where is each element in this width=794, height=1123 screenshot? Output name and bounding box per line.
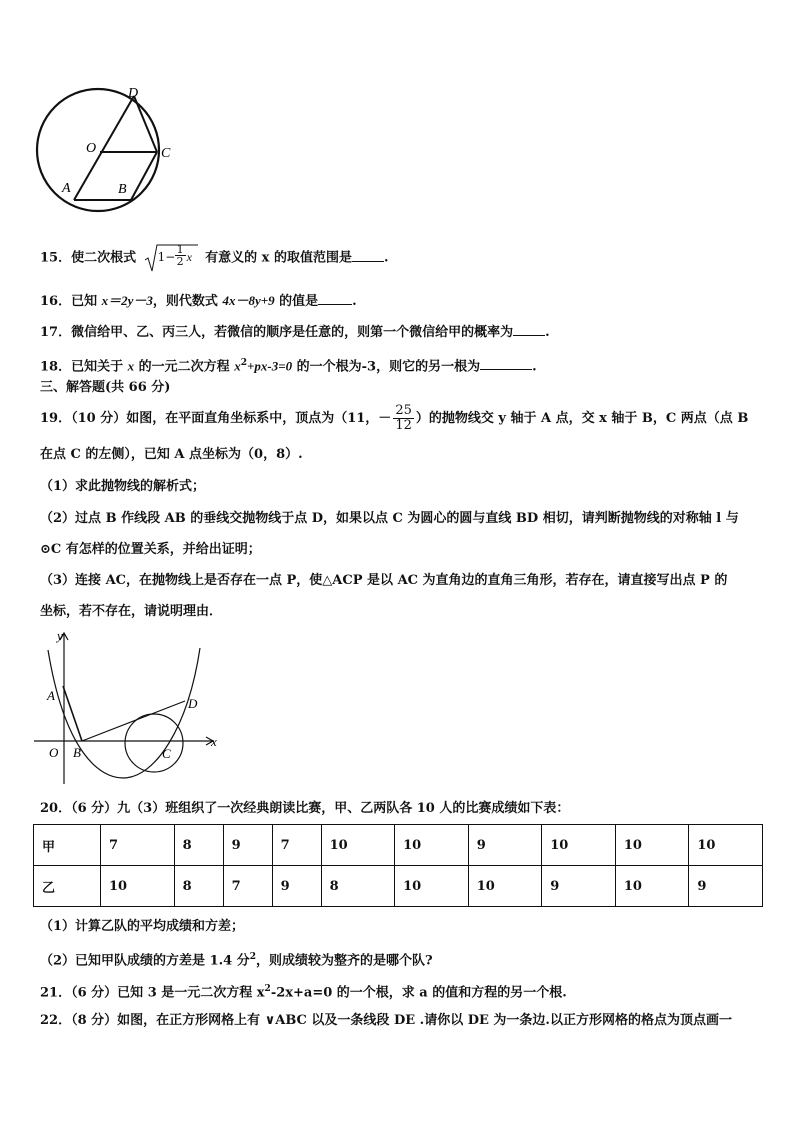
q16-prefix: 16．已知 <box>40 294 102 309</box>
question-19-line2: 在点 C 的左侧），已知 A 点坐标为（0，8）. <box>40 447 303 462</box>
q18-prefix: 18．已知关于 <box>40 359 128 375</box>
parabola-figure <box>30 628 230 788</box>
label-b: B <box>73 745 81 760</box>
sqrt-var: x <box>186 250 192 264</box>
question-19-line1 <box>40 404 748 432</box>
label-o: O <box>49 745 59 760</box>
answer-blank <box>352 248 384 262</box>
table-cell: 8 <box>174 866 223 907</box>
q15-prefix: 15．使二次根式 <box>40 250 137 266</box>
table-cell: 10 <box>321 825 395 866</box>
table-cell: 10 <box>689 825 763 866</box>
label-a: A <box>62 181 71 196</box>
table-cell: 10 <box>395 825 469 866</box>
sqrt-expression <box>143 243 199 273</box>
table-cell: 7 <box>272 825 321 866</box>
label-d: D <box>188 696 198 711</box>
table-cell: 10 <box>395 866 469 907</box>
table-cell: 9 <box>542 866 616 907</box>
sqrt-frac-den: 2 <box>176 255 184 268</box>
question-19-sub2b: ⊙C 有怎样的位置关系，并给出证明； <box>40 542 261 557</box>
question-22: 22．（8 分）如图，在正方形网格上有 ∨ABC 以及一条线段 DE .请你以 DE 为一条边.以正方形网格的格点为顶点画一 <box>40 1013 732 1028</box>
score-table <box>33 824 763 907</box>
label-c: C <box>161 146 171 161</box>
label-b: B <box>118 182 127 197</box>
q20-sub2-sup: 2 <box>249 952 256 962</box>
q18-eq-a: x <box>234 358 241 374</box>
question-16 <box>40 291 357 311</box>
question-19-sub1: （1）求此抛物线的解析式； <box>40 479 206 494</box>
q17-text: 17．微信给甲、乙、丙三人，若微信的顺序是任意的，则第一个微信给甲的概率为 <box>40 325 514 340</box>
sqrt-one: 1 <box>157 250 166 264</box>
question-17 <box>40 322 550 342</box>
label-d: D <box>128 86 139 101</box>
section-heading: 三、解答题(共 66 分) <box>40 380 171 395</box>
q15-suffix: 有意义的 x 的取值范围是 <box>205 250 352 266</box>
table-cell: 10 <box>615 825 689 866</box>
q19-line1-a: 19．（10 分）如图，在平面直角坐标系中，顶点为（11，－ <box>40 411 392 426</box>
question-15 <box>40 243 389 273</box>
q18-mid: 的一元二次方程 <box>134 359 235 375</box>
question-20: 20．（6 分）九（3）班组织了一次经典朗读比赛，甲、乙两队各 10 人的比赛成绩如下表： <box>40 801 570 816</box>
table-cell: 甲 <box>34 825 101 866</box>
table-cell: 7 <box>223 866 272 907</box>
question-19-sub2a: （2）过点 B 作线段 AB 的垂线交抛物线于点 D，如果以点 C 为圆心的圆与直线 BD 相切，请判断抛物线的对称轴 l 与 <box>40 511 739 526</box>
question-19-sub3a: （3）连接 AC，在抛物线上是否存在一点 P，使△ACP 是以 AC 为直角边的直角三角形，若存在，请直接写出点 P 的 <box>40 573 728 588</box>
q15-end: . <box>383 250 389 266</box>
table-cell: 8 <box>321 866 395 907</box>
question-19-sub3b: 坐标，若不存在，请说明理由． <box>40 604 223 619</box>
table-cell: 7 <box>101 825 175 866</box>
table-cell: 乙 <box>34 866 101 907</box>
answer-blank <box>318 291 352 305</box>
table-cell: 10 <box>101 866 175 907</box>
table-row <box>34 866 763 907</box>
q16-expression: 4x－8y+9 <box>222 293 275 308</box>
q19-frac-den: 12 <box>395 418 412 433</box>
q20-sub2-b: ，则成绩较为整齐的是哪个队? <box>255 953 433 969</box>
q21-text-a: 21．（6 分）已知 3 是一元二次方程 x <box>40 985 265 1001</box>
q18-eq-b: +px-3=0 <box>246 358 293 374</box>
table-row <box>34 825 763 866</box>
question-21 <box>40 980 567 1002</box>
answer-blank <box>513 322 545 336</box>
table-cell: 9 <box>223 825 272 866</box>
table-cell: 10 <box>542 825 616 866</box>
label-c: C <box>162 746 171 761</box>
table-cell: 10 <box>468 866 542 907</box>
label-a: A <box>47 688 55 703</box>
q18-var: x <box>127 358 135 374</box>
sqrt-minus: − <box>165 250 176 264</box>
label-y: y <box>57 628 63 643</box>
q16-end: . <box>352 294 357 309</box>
label-x: x <box>211 734 217 749</box>
segment-a-b <box>63 686 82 741</box>
q16-equation: x＝2y－3 <box>101 293 153 308</box>
table-cell: 10 <box>615 866 689 907</box>
answer-blank <box>480 356 532 370</box>
sqrt-frac-num: 1 <box>176 243 184 256</box>
question-18 <box>40 354 537 376</box>
q18-end: . <box>532 359 537 375</box>
q20-sub2-a: （2）已知甲队成绩的方差是 1.4 分 <box>40 953 250 969</box>
q19-line1-b: ）的抛物线交 y 轴于 A 点，交 x 轴于 B，C 两点（点 B <box>415 411 749 426</box>
circle-figure <box>30 80 190 215</box>
q18-suffix: 的一个根为-3，则它的另一根为 <box>292 359 481 375</box>
parabola-curve <box>48 648 200 778</box>
label-o: O <box>86 141 97 156</box>
q17-end: . <box>545 325 550 340</box>
segment-b-d <box>82 701 185 741</box>
q21-text-b: -2x+a=0 的一个根，求 a 的值和方程的另一个根. <box>270 985 567 1001</box>
q16-suffix: 的值是 <box>274 294 319 309</box>
q21-sup: 2 <box>264 984 271 994</box>
q18-sup: 2 <box>240 358 247 368</box>
question-20-sub2 <box>40 948 433 970</box>
question-20-sub1: （1）计算乙队的平均成绩和方差； <box>40 919 245 934</box>
q19-frac-num: 25 <box>395 403 412 418</box>
q16-mid: ，则代数式 <box>152 294 223 309</box>
table-cell: 9 <box>272 866 321 907</box>
circle-o <box>37 89 159 211</box>
table-cell: 8 <box>174 825 223 866</box>
table-cell: 9 <box>468 825 542 866</box>
table-cell: 9 <box>689 866 763 907</box>
